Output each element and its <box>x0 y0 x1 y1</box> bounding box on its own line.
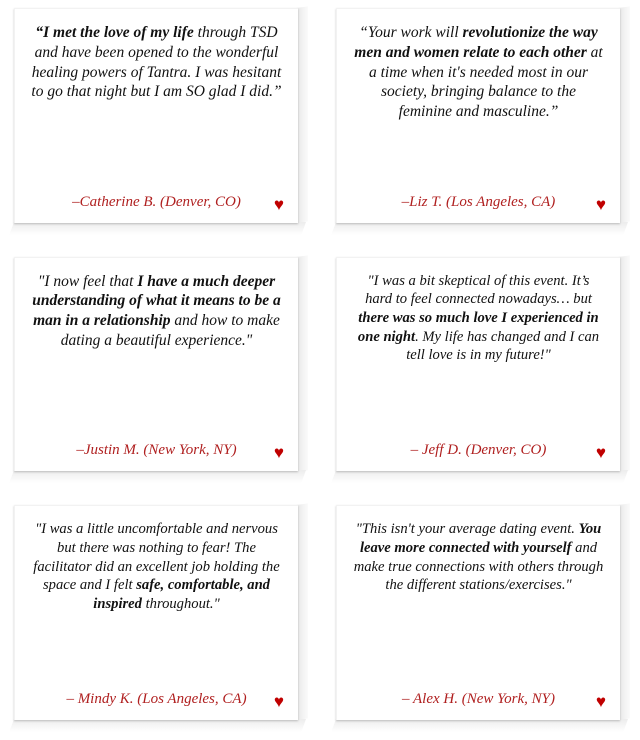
heart-icon: ♥ <box>595 692 606 711</box>
attribution-row <box>31 194 282 213</box>
card-slot <box>6 4 312 239</box>
testimonial-attribution: –Catherine B. (Denver, CO) <box>72 193 241 210</box>
card-slot <box>6 501 312 736</box>
card-fold-bottom <box>331 719 628 732</box>
card-fold-bottom <box>9 470 306 483</box>
testimonial-attribution: –Justin M. (New York, NY) <box>76 442 237 459</box>
heart-icon: ♥ <box>273 692 284 711</box>
card-slot <box>328 501 634 736</box>
testimonial-card <box>14 505 298 720</box>
testimonial-quote: "I now feel that I have a much deeper understanding of what it means to be a man in a relationship and how to make dating a beautiful experience." <box>32 272 281 350</box>
testimonial-card <box>14 8 298 223</box>
testimonial-quote: "This isn't your average dating event. You leave more connected with yourself and make true connections with others through the different stations/exercises." <box>353 521 604 594</box>
testimonial-attribution: –Liz T. (Los Angeles, CA) <box>401 193 556 210</box>
card-slot <box>6 253 312 488</box>
card-fold-bottom <box>331 222 628 235</box>
testimonial-card <box>336 257 620 472</box>
attribution-row <box>31 442 282 461</box>
card-slot <box>328 4 634 239</box>
attribution-row <box>353 691 604 710</box>
testimonial-quote: “I met the love of my life through TSD and have been opened to the wonderful healing powers of Tantra. I was hesitant to go that night but I am SO glad I did.” <box>31 24 282 101</box>
card-fold-bottom <box>9 222 306 235</box>
card-fold-bottom <box>331 470 628 483</box>
testimonial-card <box>336 8 620 223</box>
heart-icon: ♥ <box>595 443 606 463</box>
card-slot <box>328 253 634 488</box>
testimonial-quote: "I was a little uncomfortable and nervous but there was nothing to fear! The facilitator did an excellent job holding the space and I felt safe, comfortable, and inspired throughout." <box>33 521 280 613</box>
heart-icon: ♥ <box>595 194 606 214</box>
heart-icon: ♥ <box>273 194 284 214</box>
heart-icon: ♥ <box>273 443 284 463</box>
testimonial-attribution: – Alex H. (New York, NY) <box>402 691 555 707</box>
testimonial-quote: “Your work will revolutionize the way men and women relate to each other at a time when it's needed most in our society, bringing balance to the feminine and masculine.” <box>354 24 603 121</box>
testimonial-quote: "I was a bit skeptical of this event. It’s hard to feel connected nowadays… but there was so much love I experienced in one night. My life has changed and I can tell love is in my future!" <box>357 272 600 364</box>
testimonial-attribution: – Jeff D. (Denver, CO) <box>410 442 547 459</box>
attribution-row <box>353 442 604 461</box>
testimonial-card <box>336 505 620 720</box>
testimonial-card <box>14 257 298 472</box>
attribution-row <box>353 194 604 213</box>
testimonial-attribution: – Mindy K. (Los Angeles, CA) <box>66 691 247 707</box>
attribution-row <box>31 691 282 710</box>
card-fold-bottom <box>9 719 306 732</box>
